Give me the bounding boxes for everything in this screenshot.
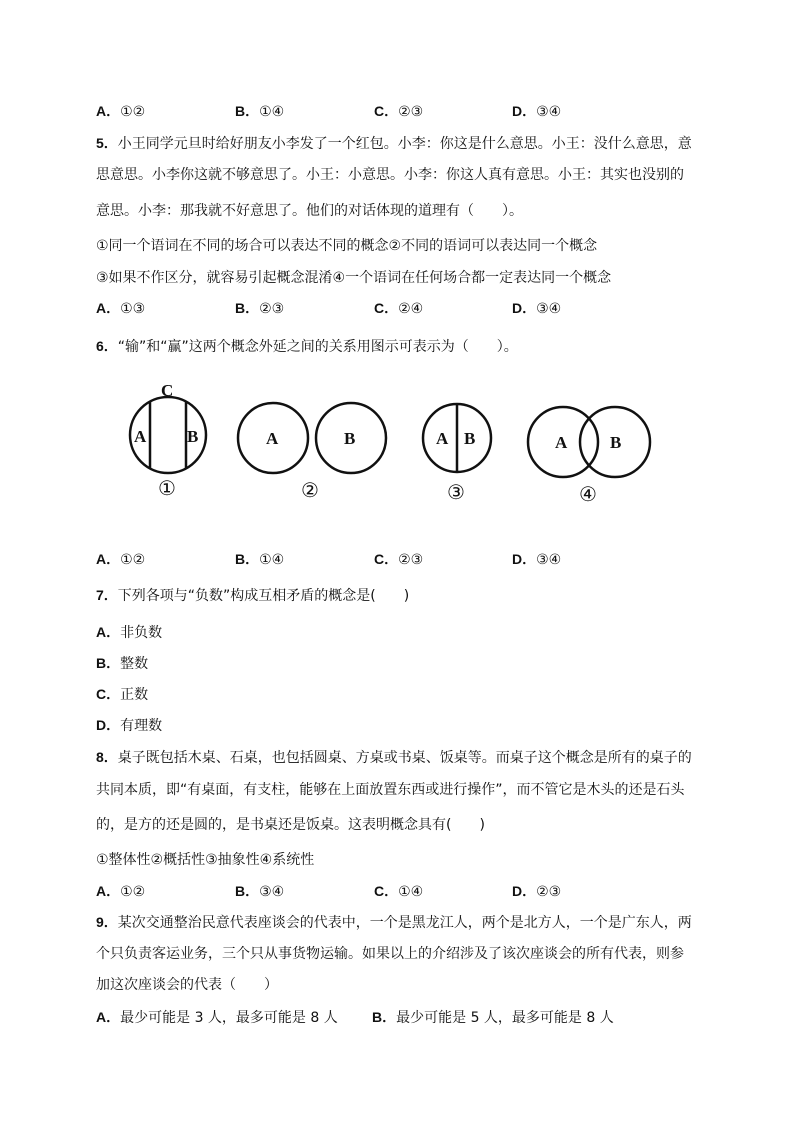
q4-option-b: B．①④ xyxy=(235,103,285,120)
q8-stem-line-2: 共同本质，即“有桌面，有支柱，能够在上面放置东西或进行操作”，而不管它是木头的还是石头 xyxy=(96,782,685,798)
diagram3-label-b: B xyxy=(464,429,476,448)
q7-stem: 7．下列各项与“负数”构成互相矛盾的概念是( ) xyxy=(96,587,410,604)
diagram3-number: ③ xyxy=(447,482,465,504)
diagram4-label-a: A xyxy=(555,433,568,452)
q8-option-b: B．③④ xyxy=(235,883,285,900)
q5-option-d: D．③④ xyxy=(512,300,562,317)
q9-stem-line-2: 个只负责客运业务，三个只从事货物运输。如果以上的介绍涉及了该次座谈会的所有代表，则参 xyxy=(96,946,684,962)
q5-option-c: C．②④ xyxy=(374,300,424,317)
q6-stem: 6．“输”和“赢”这两个概念外延之间的关系用图示可表示为（ ）。 xyxy=(96,338,518,355)
q4-option-d: D．③④ xyxy=(512,103,562,120)
q8-option-d: D．②③ xyxy=(512,883,562,900)
q4-option-c: C．②③ xyxy=(374,103,424,120)
diagram2-label-b: B xyxy=(344,429,356,448)
q8-option-c: C．①④ xyxy=(374,883,424,900)
diagram1-label-c: C xyxy=(161,381,174,400)
diagram1-label-a: A xyxy=(134,427,147,446)
q6-venn-figure xyxy=(120,380,720,510)
q8-option-a: A．①② xyxy=(96,883,146,900)
q7-option-c: C．正数 xyxy=(96,686,149,703)
diagram1-number: ① xyxy=(158,478,176,500)
q9-option-a: A．最少可能是 3 人，最多可能是 8 人 xyxy=(96,1009,338,1026)
q7-option-b: B．整数 xyxy=(96,655,149,672)
diagram2-number: ② xyxy=(301,480,319,502)
diagram3-label-a: A xyxy=(436,429,449,448)
q4-option-a: A．①② xyxy=(96,103,146,120)
q5-statement-2: ③如果不作区分，就容易引起概念混淆④一个语词在任何场合都一定表达同一个概念 xyxy=(96,270,612,286)
q7-option-a: A．非负数 xyxy=(96,624,163,641)
q5-stem-line-1: 5．小王同学元旦时给好朋友小李发了一个红包。小李：你这是什么意思。小王：没什么意思，意 xyxy=(96,135,692,152)
diagram4-number: ④ xyxy=(579,484,597,506)
diagram2-label-a: A xyxy=(266,429,279,448)
diagram4-label-b: B xyxy=(610,433,622,452)
q5-option-a: A．①③ xyxy=(96,300,146,317)
q7-option-d: D．有理数 xyxy=(96,717,163,734)
q6-option-a: A．①② xyxy=(96,551,146,568)
q5-stem-line-3: 意思。小李：那我就不好意思了。他们的对话体现的道理有（ ）。 xyxy=(96,203,523,219)
q5-statement-1: ①同一个语词在不同的场合可以表达不同的概念②不同的语词可以表达同一个概念 xyxy=(96,238,598,254)
q6-option-b: B．①④ xyxy=(235,551,285,568)
q8-statement: ①整体性②概括性③抽象性④系统性 xyxy=(96,852,315,868)
q9-stem-line-3: 加这次座谈会的代表（ ） xyxy=(96,977,278,993)
q8-stem-line-1: 8．桌子既包括木桌、石桌，也包括圆桌、方桌或书桌、饭桌等。而桌子这个概念是所有的桌子的 xyxy=(96,749,692,766)
q6-option-c: C．②③ xyxy=(374,551,424,568)
q5-option-b: B．②③ xyxy=(235,300,285,317)
q9-option-b: B．最少可能是 5 人，最多可能是 8 人 xyxy=(372,1009,614,1026)
diagram1-label-b: B xyxy=(187,427,199,446)
q8-stem-line-3: 的，是方的还是圆的，是书桌还是饭桌。这表明概念具有( ) xyxy=(96,817,485,833)
q6-option-d: D．③④ xyxy=(512,551,562,568)
q9-stem-line-1: 9．某次交通整治民意代表座谈会的代表中，一个是黑龙江人，两个是北方人，一个是广东人，两 xyxy=(96,914,692,931)
q5-stem-line-2: 思意思。小李你这就不够意思了。小王：小意思。小李：你这人真有意思。小王：其实也没别的 xyxy=(96,167,684,183)
